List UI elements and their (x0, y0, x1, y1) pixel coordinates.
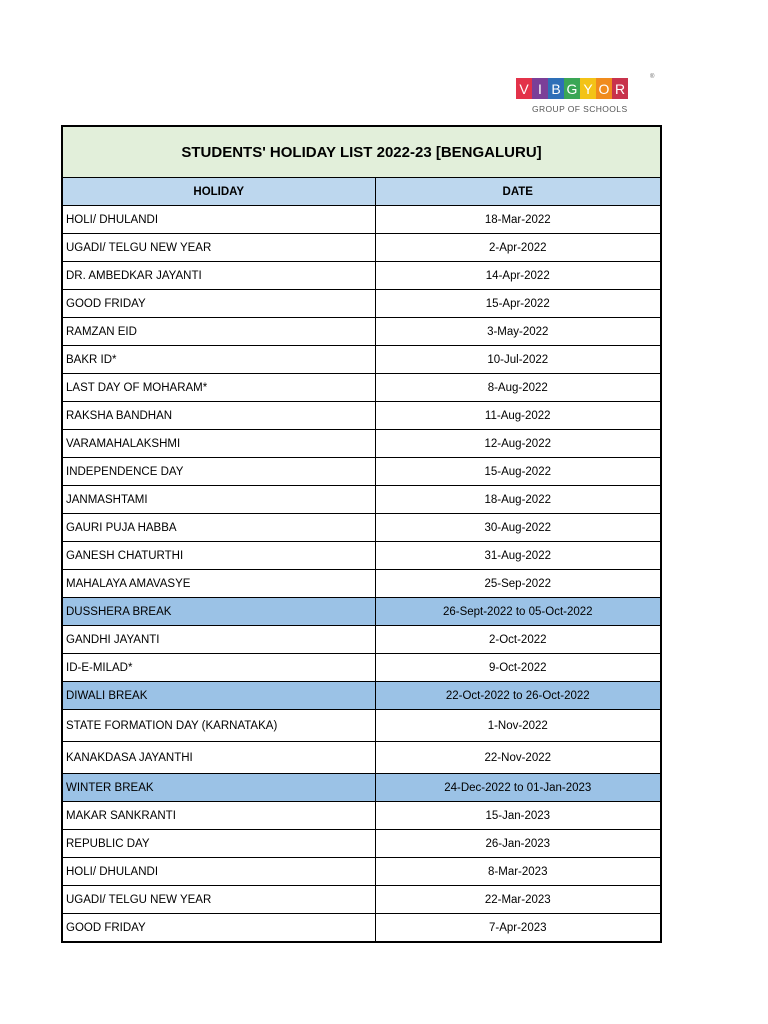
holiday-date: 9-Oct-2022 (375, 654, 661, 682)
break-row (62, 682, 661, 710)
holiday-date: 15-Jan-2023 (375, 802, 661, 830)
table-row (62, 710, 661, 742)
table-row (62, 430, 661, 458)
table-row (62, 234, 661, 262)
holiday-name: GOOD FRIDAY (62, 914, 375, 943)
break-dates: 24-Dec-2022 to 01-Jan-2023 (375, 774, 661, 802)
holiday-table (61, 125, 662, 943)
logo-letter: O (596, 78, 612, 99)
logo-letter: B (548, 78, 564, 99)
table-row (62, 626, 661, 654)
holiday-name: STATE FORMATION DAY (KARNATAKA) (62, 710, 375, 742)
holiday-date: 3-May-2022 (375, 318, 661, 346)
break-dates: 22-Oct-2022 to 26-Oct-2022 (375, 682, 661, 710)
table-row (62, 886, 661, 914)
holiday-name: JANMASHTAMI (62, 486, 375, 514)
break-dates: 26-Sept-2022 to 05-Oct-2022 (375, 598, 661, 626)
holiday-name: MAKAR SANKRANTI (62, 802, 375, 830)
holiday-date: 26-Jan-2023 (375, 830, 661, 858)
vibgyor-logo (516, 74, 656, 114)
holiday-date: 10-Jul-2022 (375, 346, 661, 374)
holiday-date: 2-Apr-2022 (375, 234, 661, 262)
holiday-date: 15-Aug-2022 (375, 458, 661, 486)
holiday-date: 30-Aug-2022 (375, 514, 661, 542)
holiday-name: GOOD FRIDAY (62, 290, 375, 318)
logo-letter: I (532, 78, 548, 99)
table-row (62, 742, 661, 774)
holiday-name: DR. AMBEDKAR JAYANTI (62, 262, 375, 290)
registered-mark: ® (650, 74, 655, 80)
holiday-date: 1-Nov-2022 (375, 710, 661, 742)
holiday-name: GANESH CHATURTHI (62, 542, 375, 570)
holiday-name: KANAKDASA JAYANTHI (62, 742, 375, 774)
table-row (62, 514, 661, 542)
logo-letter: R (612, 78, 628, 99)
logo-letter-blocks (516, 78, 656, 99)
table-row (62, 654, 661, 682)
holiday-name: BAKR ID* (62, 346, 375, 374)
table-row (62, 346, 661, 374)
holiday-date: 7-Apr-2023 (375, 914, 661, 943)
logo-letter: G (564, 78, 580, 99)
holiday-name: GAURI PUJA HABBA (62, 514, 375, 542)
break-name: WINTER BREAK (62, 774, 375, 802)
table-row (62, 486, 661, 514)
table-row (62, 318, 661, 346)
table-row (62, 402, 661, 430)
holiday-name: RAMZAN EID (62, 318, 375, 346)
holiday-name: LAST DAY OF MOHARAM* (62, 374, 375, 402)
logo-letter: Y (580, 78, 596, 99)
holiday-date: 18-Mar-2022 (375, 206, 661, 234)
holiday-date: 18-Aug-2022 (375, 486, 661, 514)
holiday-name: GANDHI JAYANTI (62, 626, 375, 654)
holiday-date: 22-Mar-2023 (375, 886, 661, 914)
table-row (62, 570, 661, 598)
holiday-date: 14-Apr-2022 (375, 262, 661, 290)
table-row (62, 542, 661, 570)
holiday-name: MAHALAYA AMAVASYE (62, 570, 375, 598)
holiday-name: HOLI/ DHULANDI (62, 206, 375, 234)
break-row (62, 774, 661, 802)
table-row (62, 830, 661, 858)
holiday-date: 15-Apr-2022 (375, 290, 661, 318)
table-row (62, 458, 661, 486)
holiday-name: UGADI/ TELGU NEW YEAR (62, 234, 375, 262)
holiday-date: 31-Aug-2022 (375, 542, 661, 570)
holiday-name: UGADI/ TELGU NEW YEAR (62, 886, 375, 914)
holiday-date: 8-Aug-2022 (375, 374, 661, 402)
table-row (62, 206, 661, 234)
column-header-date: DATE (375, 178, 661, 206)
table-row (62, 858, 661, 886)
holiday-name: VARAMAHALAKSHMI (62, 430, 375, 458)
holiday-date: 22-Nov-2022 (375, 742, 661, 774)
holiday-name: INDEPENDENCE DAY (62, 458, 375, 486)
column-header-holiday: HOLIDAY (62, 178, 375, 206)
holiday-name: ID-E-MILAD* (62, 654, 375, 682)
table-row (62, 290, 661, 318)
logo-letter: V (516, 78, 532, 99)
table-row (62, 374, 661, 402)
logo-subtitle: GROUP OF SCHOOLS (532, 104, 628, 114)
holiday-date: 8-Mar-2023 (375, 858, 661, 886)
holiday-name: REPUBLIC DAY (62, 830, 375, 858)
holiday-date: 25-Sep-2022 (375, 570, 661, 598)
holiday-name: HOLI/ DHULANDI (62, 858, 375, 886)
table-row (62, 802, 661, 830)
holiday-date: 11-Aug-2022 (375, 402, 661, 430)
table-title: STUDENTS' HOLIDAY LIST 2022-23 [BENGALURU] (62, 126, 661, 178)
table-row (62, 262, 661, 290)
holiday-date: 2-Oct-2022 (375, 626, 661, 654)
break-name: DUSSHERA BREAK (62, 598, 375, 626)
holiday-name: RAKSHA BANDHAN (62, 402, 375, 430)
holiday-date: 12-Aug-2022 (375, 430, 661, 458)
break-row (62, 598, 661, 626)
table-row (62, 914, 661, 943)
break-name: DIWALI BREAK (62, 682, 375, 710)
